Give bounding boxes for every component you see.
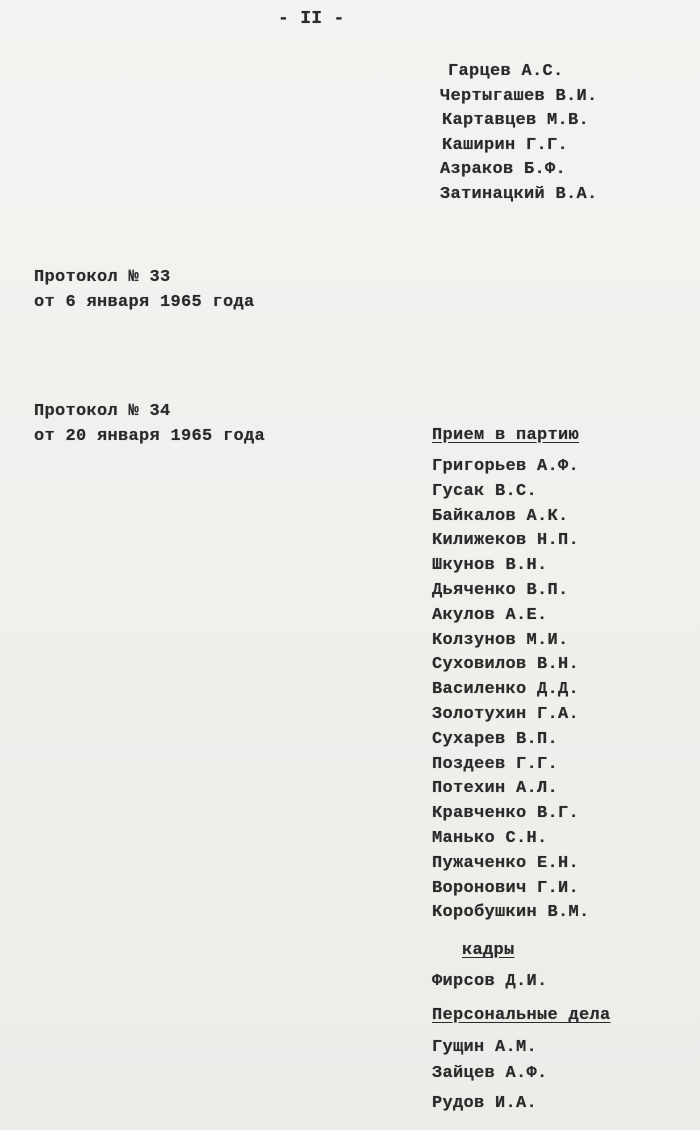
protocol-34-title: Протокол № 34 <box>34 402 171 421</box>
list-item: Картавцев М.В. <box>442 111 590 130</box>
list-item: Дьяченко В.П. <box>432 580 569 600</box>
list-item: Килижеков Н.П. <box>432 531 580 551</box>
cadres-names-list <box>432 970 548 994</box>
list-item: Фирсов Д.И. <box>432 972 548 991</box>
list-item: Гарцев А.С. <box>448 62 564 81</box>
list-item: Колзунов М.И. <box>432 630 569 650</box>
list-item: Рудов И.А. <box>432 1094 538 1113</box>
list-item: Гущин А.М. <box>432 1038 538 1057</box>
section-heading-personal-cases: Персональные дела <box>432 1006 611 1025</box>
page-number: - II - <box>278 9 345 29</box>
list-item: Сухарев В.П. <box>432 729 559 749</box>
list-item: Затинацкий В.А. <box>440 184 598 204</box>
list-item: Поздеев Г.Г. <box>432 754 559 774</box>
section-heading-admission: Прием в партию <box>432 426 580 445</box>
protocol-34-block <box>34 399 265 449</box>
list-item: Пужаченко Е.Н. <box>432 853 580 873</box>
protocol-33-date: от 6 января 1965 года <box>34 293 255 312</box>
list-item: Гусак В.С. <box>432 481 538 501</box>
top-names-list <box>440 60 598 207</box>
list-item: Азраков Б.Ф. <box>440 160 567 179</box>
list-item: Суховилов В.Н. <box>432 655 580 675</box>
list-item: Потехин А.Л. <box>432 779 559 799</box>
list-item: Золотухин Г.А. <box>432 704 580 724</box>
list-item: Зайцев А.Ф. <box>432 1064 548 1083</box>
list-item: Чертыгашев В.И. <box>440 86 598 106</box>
list-item: Каширин Г.Г. <box>442 135 569 155</box>
admission-names-list <box>432 455 590 926</box>
list-item: Кравченко В.Г. <box>432 804 580 824</box>
list-item: Григорьев А.Ф. <box>432 457 580 476</box>
list-item: Акулов А.Е. <box>432 605 548 625</box>
protocol-33-block <box>34 265 255 315</box>
protocol-34-date: от 20 января 1965 года <box>34 427 266 446</box>
list-item: Шкунов В.Н. <box>432 556 548 576</box>
list-item: Коробушкин В.М. <box>432 903 590 923</box>
list-item: Манько С.Н. <box>432 828 548 848</box>
protocol-33-title: Протокол № 33 <box>34 268 171 287</box>
list-item: Воронович Г.И. <box>432 878 580 898</box>
personal-cases-names-list <box>432 1035 548 1117</box>
list-item: Василенко Д.Д. <box>432 680 580 700</box>
section-heading-cadres: кадры <box>462 941 515 960</box>
list-item: Байкалов А.К. <box>432 506 569 526</box>
